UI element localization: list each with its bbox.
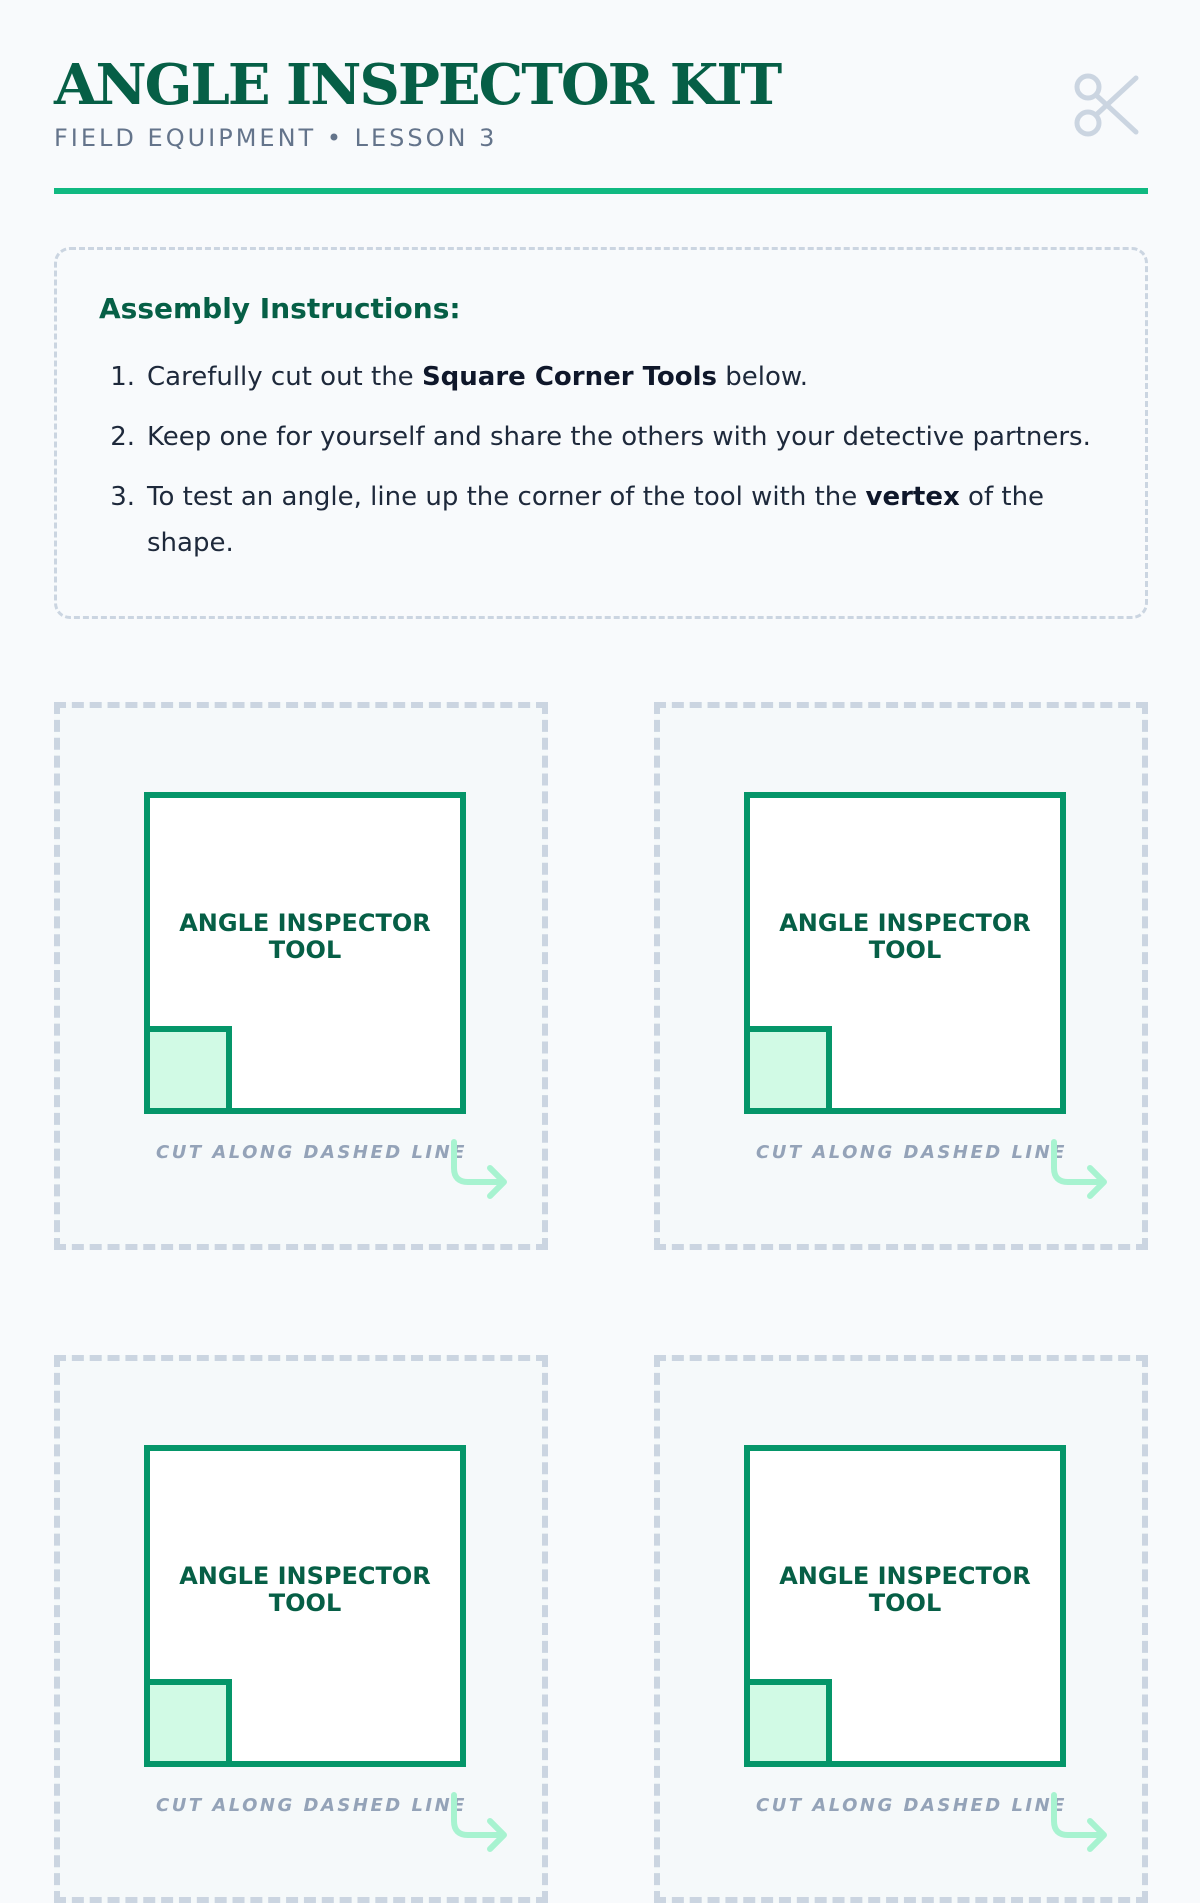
tool-cutout-card-1[interactable] bbox=[54, 702, 548, 1250]
page-title: ANGLE INSPECTOR KIT bbox=[54, 52, 781, 118]
tool-label: ANGLE INSPECTOR TOOL bbox=[779, 1562, 1031, 1617]
step-text: Carefully cut out the Square Corner Tools below. bbox=[147, 362, 809, 392]
cut-instruction-label: CUT ALONG DASHED LINE bbox=[756, 1795, 1067, 1816]
right-angle-corner-marker bbox=[150, 1026, 232, 1108]
tool-label: ANGLE INSPECTOR TOOL bbox=[179, 909, 431, 964]
tool-cutout-card-3[interactable] bbox=[54, 1355, 548, 1903]
right-angle-corner-marker bbox=[150, 1679, 232, 1761]
step-number: 3. bbox=[110, 482, 135, 512]
step-number: 2. bbox=[110, 422, 135, 452]
instructions-title: Assembly Instructions: bbox=[99, 292, 461, 325]
right-angle-corner-marker bbox=[750, 1026, 832, 1108]
corner-down-right-arrow-icon bbox=[444, 1138, 516, 1210]
corner-down-right-arrow-icon bbox=[1044, 1138, 1116, 1210]
scissors-icon bbox=[1074, 70, 1144, 140]
step-text: Keep one for yourself and share the others with your detective partners. bbox=[147, 422, 1091, 452]
cut-instruction-label: CUT ALONG DASHED LINE bbox=[156, 1142, 467, 1163]
page-header bbox=[54, 0, 1148, 194]
corner-down-right-arrow-icon bbox=[1044, 1791, 1116, 1863]
tool-cutout-card-4[interactable] bbox=[654, 1355, 1148, 1903]
cut-instruction-label: CUT ALONG DASHED LINE bbox=[756, 1142, 1067, 1163]
angle-inspector-tool bbox=[144, 792, 466, 1114]
right-angle-corner-marker bbox=[750, 1679, 832, 1761]
angle-inspector-tool bbox=[744, 792, 1066, 1114]
step-emphasis: vertex bbox=[865, 482, 960, 512]
step-emphasis: Square Corner Tools bbox=[421, 362, 718, 392]
tool-label: ANGLE INSPECTOR TOOL bbox=[179, 1562, 431, 1617]
corner-down-right-arrow-icon bbox=[444, 1791, 516, 1863]
cut-instruction-label: CUT ALONG DASHED LINE bbox=[156, 1795, 467, 1816]
step-number: 1. bbox=[110, 362, 135, 392]
angle-inspector-tool bbox=[744, 1445, 1066, 1767]
tool-label: ANGLE INSPECTOR TOOL bbox=[779, 909, 1031, 964]
angle-inspector-tool bbox=[144, 1445, 466, 1767]
assembly-instructions bbox=[54, 247, 1148, 619]
page-subtitle: FIELD EQUIPMENT • LESSON 3 bbox=[54, 124, 498, 152]
step-text: To test an angle, line up the corner of the tool with the vertex of the shape. bbox=[147, 482, 1045, 558]
tool-cutout-card-2[interactable] bbox=[654, 702, 1148, 1250]
